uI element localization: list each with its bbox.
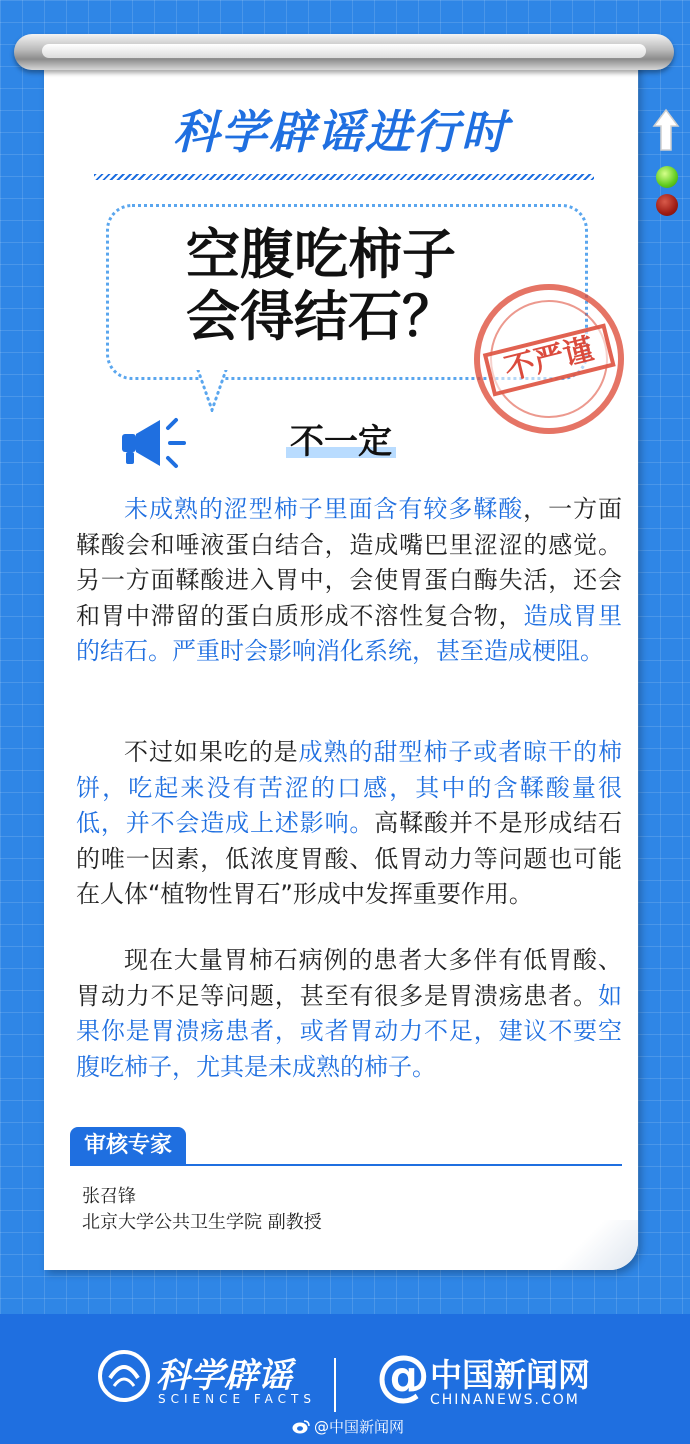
footer-divider: [334, 1358, 336, 1412]
paragraph-3: [76, 943, 622, 1085]
paragraph-3-highlight: 如果你是胃溃疡患者，或者胃动力不足，建议不要空腹吃柿子，尤其是未成熟的柿子。: [76, 981, 622, 1081]
paper-sheet: [44, 52, 638, 1270]
speech-bubble-tail: [194, 370, 230, 412]
paragraph-2-highlight: 成熟的甜型柿子或者晾干的柿饼，吃起来没有苦涩的口感，其中的含鞣酸量很低，并不会造成上述影响。: [76, 738, 623, 837]
scroll-roller-highlight: [42, 44, 646, 58]
at-icon: @: [376, 1344, 430, 1407]
scroll-roller: [14, 34, 674, 70]
up-arrow-icon: [652, 108, 680, 152]
paragraph-1-highlight-c: 造成胃里的结石。严重时会影响消化系统，甚至造成梗阻。: [76, 601, 623, 665]
science-facts-name: 科学辟谣: [156, 1356, 292, 1396]
green-indicator-light: [656, 166, 678, 188]
science-facts-subtitle: SCIENCE FACTS: [158, 1392, 316, 1406]
red-indicator-light: [656, 194, 678, 216]
paragraph-1-text: ，一方面鞣酸会和唾液蛋白结合，造成嘴巴里涩涩的感觉。另一方面鞣酸进入胃中，会使胃蛋白酶失活，还会和胃中滞留的蛋白质形成不溶性复合物，: [76, 495, 623, 630]
watermark-text: @中国新闻网: [314, 1418, 405, 1436]
header-title: 科学辟谣进行时: [173, 105, 509, 159]
paragraph-2: [76, 735, 622, 913]
chinanews-url: CHINANEWS.COM: [430, 1392, 580, 1408]
answer-heading: [44, 414, 638, 463]
question-line-2: 会得结石？: [186, 285, 456, 348]
watermark: [292, 1416, 404, 1437]
question-line-1: 空腹吃柿子: [186, 223, 456, 286]
science-facts-icon: [96, 1348, 152, 1404]
science-facts-logo: [96, 1348, 316, 1418]
paragraph-2-text-c: 高鞣酸并不是形成结石的唯一因素，低浓度胃酸、低胃动力等问题也可能在人体“植物性胃石”形成中发挥重要作用。: [76, 809, 623, 908]
paragraph-1-highlight-a: 未成熟的涩型柿子里面含有较多鞣酸: [124, 495, 524, 523]
reviewer-name: 张召锋: [82, 1186, 136, 1207]
paragraph-2-text-a: 不过如果吃的是: [124, 738, 299, 766]
chinanews-logo: [376, 1344, 616, 1418]
reviewer-rule: [70, 1164, 622, 1166]
reviewer-label: 审核专家: [70, 1127, 186, 1165]
paper-curl: [548, 1220, 638, 1270]
reviewer-title: 北京大学公共卫生学院 副教授: [82, 1212, 322, 1233]
chinanews-name: 中国新闻网: [430, 1356, 591, 1394]
paragraph-1: [76, 492, 622, 670]
paragraph-3-text: 现在大量胃柿石病例的患者大多伴有低胃酸、胃动力不足等问题，甚至有很多是胃溃疡患者。: [76, 946, 622, 1010]
stamp-label: 不严谨: [483, 323, 616, 396]
header-rule: [94, 174, 594, 180]
weibo-icon: [292, 1420, 310, 1434]
answer-text: 不一定: [286, 422, 396, 462]
